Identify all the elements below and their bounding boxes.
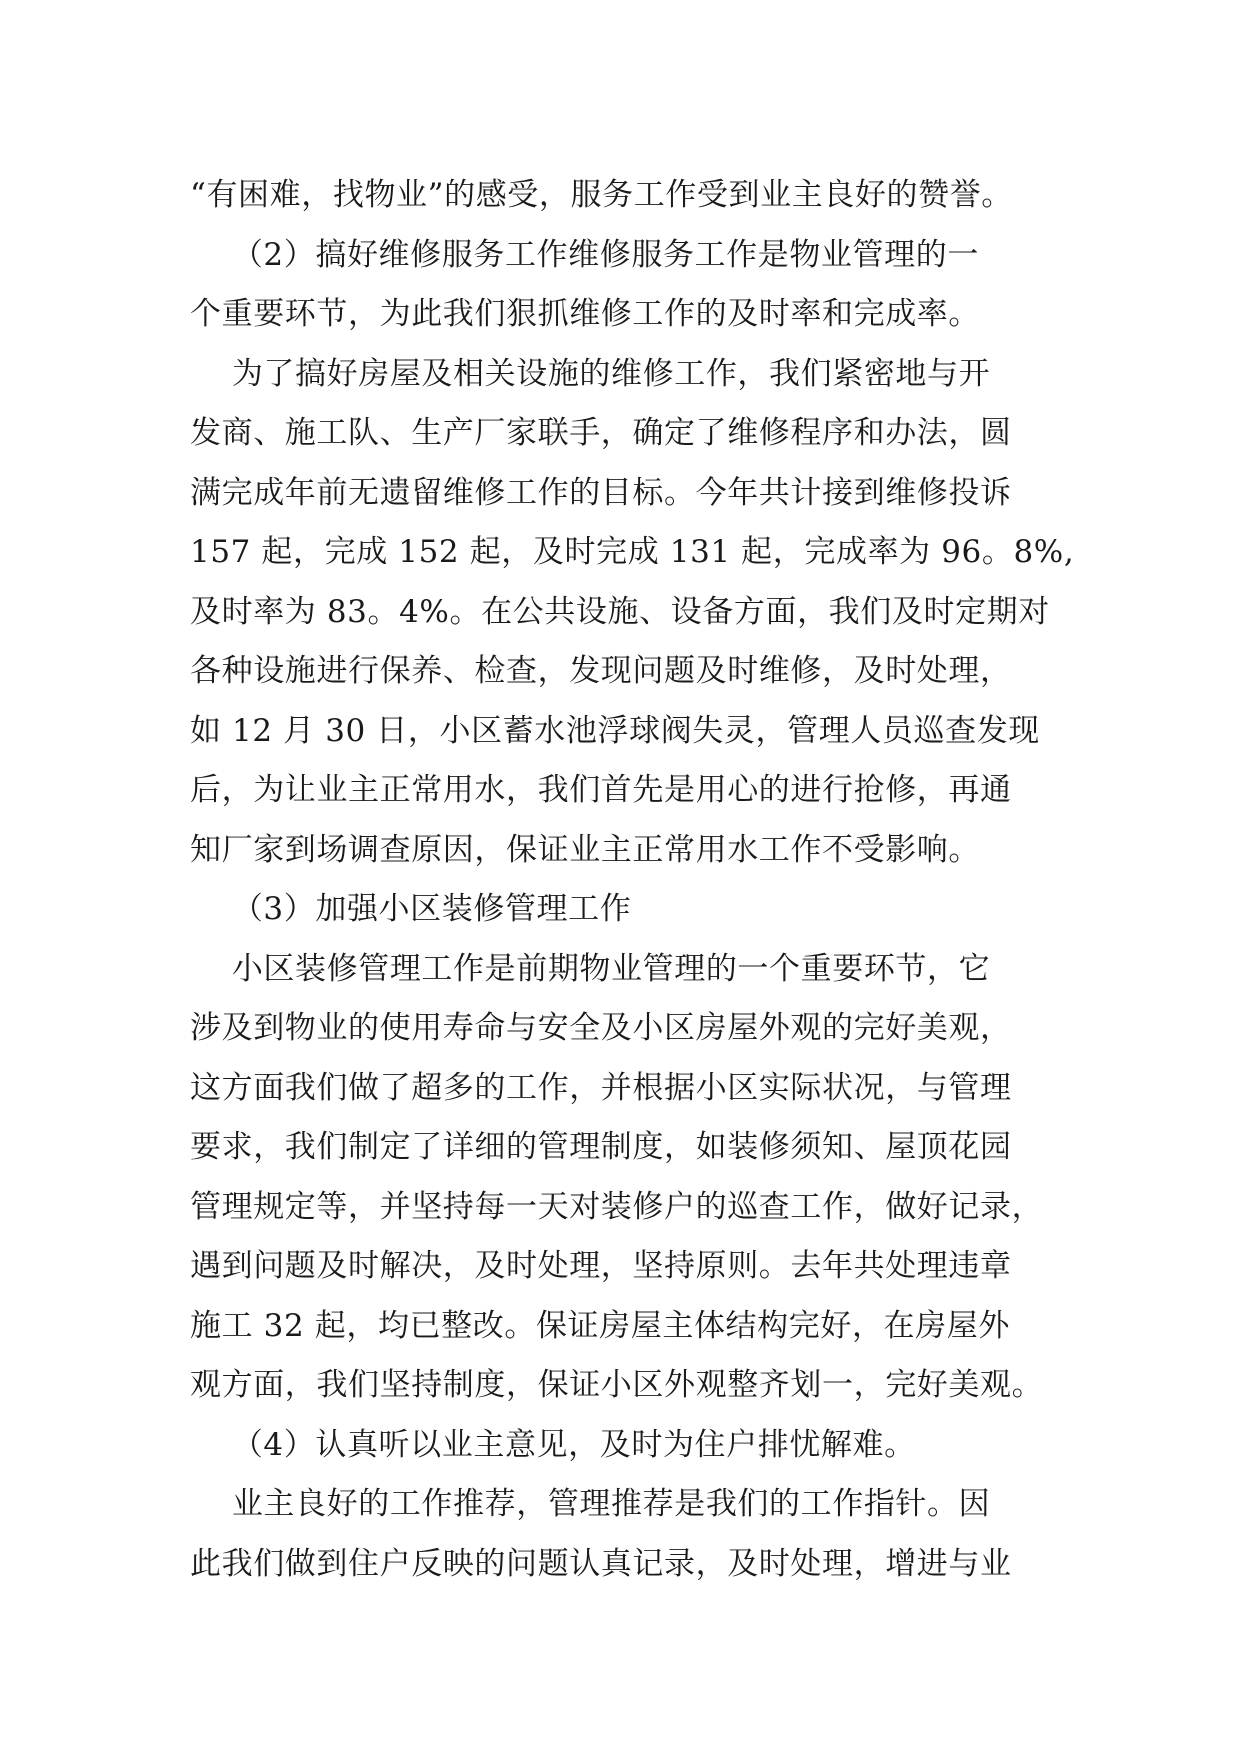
text-line: 157 起，完成 152 起，及时完成 131 起，完成率为 96。8%, xyxy=(190,534,1075,570)
text-line: 发商、施工队、生产厂家联手，确定了维修程序和办法，圆 xyxy=(190,415,1012,451)
text-line: 此我们做到住户反映的问题认真记录，及时处理，增进与业 xyxy=(190,1545,1012,1582)
text-line: 业主良好的工作推荐，管理推荐是我们的工作指针。因 xyxy=(190,1486,991,1522)
text-line: 为了搞好房屋及相关设施的维修工作，我们紧密地与开 xyxy=(190,355,991,392)
text-line: 观方面，我们坚持制度，保证小区外观整齐划一，完好美观。 xyxy=(190,1367,1044,1403)
text-line: 后，为让业主正常用水，我们首先是用心的进行抢修，再通 xyxy=(190,772,1012,808)
text-line: 满完成年前无遗留维修工作的目标。今年共计接到维修投诉 xyxy=(190,474,1012,511)
text-line: 个重要环节，为此我们狠抓维修工作的及时率和完成率。 xyxy=(190,296,980,332)
text-line: 这方面我们做了超多的工作，并根据小区实际状况，与管理 xyxy=(190,1069,1012,1106)
text-line: “有困难，找物业”的感受，服务工作受到业主良好的赞誉。 xyxy=(190,177,1013,213)
text-line: 如 12 月 30 日，小区蓄水池浮球阀失灵，管理人员巡查发现 xyxy=(190,712,1040,749)
text-line: 施工 32 起，均已整改。保证房屋主体结构完好，在房屋外 xyxy=(190,1307,1010,1344)
text-line: 小区装修管理工作是前期物业管理的一个重要环节，它 xyxy=(190,950,991,987)
text-line: 各种设施进行保养、检查，发现问题及时维修，及时处理， xyxy=(190,653,1012,689)
body-text xyxy=(190,166,1075,1594)
text-line: 及时率为 83。4%。在公共设施、设备方面，我们及时定期对 xyxy=(190,593,1050,630)
text-line: 知厂家到场调查原因，保证业主正常用水工作不受影响。 xyxy=(190,831,980,868)
text-line: （4）认真听以业主意见，及时为住户排忧解难。 xyxy=(190,1426,916,1463)
text-line: 遇到问题及时解决，及时处理，坚持原则。去年共处理违章 xyxy=(190,1248,1012,1284)
text-line: 涉及到物业的使用寿命与安全及小区房屋外观的完好美观， xyxy=(190,1010,1012,1046)
text-line: （3）加强小区装修管理工作 xyxy=(190,891,632,927)
text-line: 管理规定等，并坚持每一天对装修户的巡查工作，做好记录， xyxy=(190,1188,1044,1225)
text-line: 要求，我们制定了详细的管理制度，如装修须知、屋顶花园 xyxy=(190,1129,1012,1165)
text-line: （2）搞好维修服务工作维修服务工作是物业管理的一 xyxy=(190,236,979,273)
